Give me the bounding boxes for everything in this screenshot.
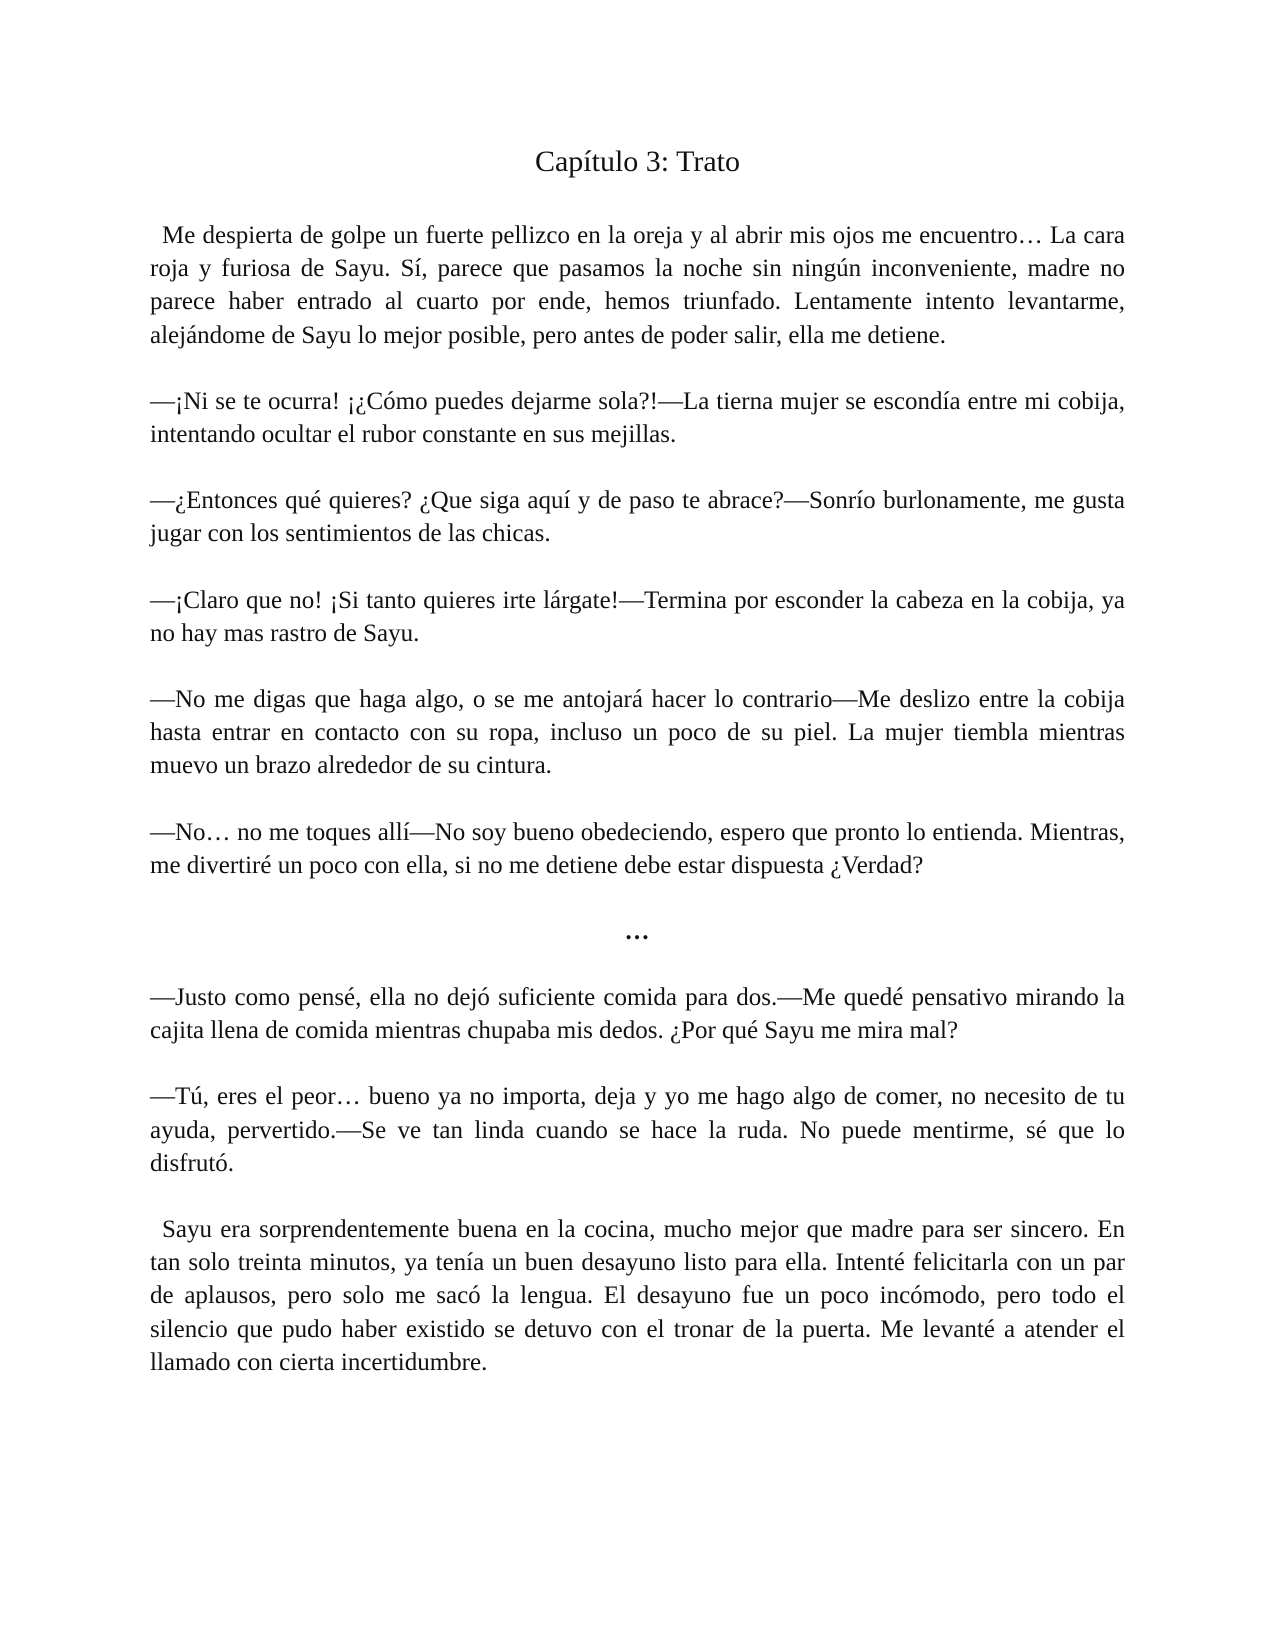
chapter-body [150, 219, 1125, 1412]
paragraph-6: —No… no me toques allí—No soy bueno obedeciendo, espero que pronto lo entienda. Mientras, me divertiré un poco con ella, si no me detiene debe estar dispuesta ¿Verdad? [150, 818, 1125, 879]
paragraph-5: —No me digas que haga algo, o se me antojará hacer lo contrario—Me deslizo entre la cobija hasta entrar en contacto con su ropa, incluso un poco de su piel. La mujer tiembla mientras muevo un brazo alrededor de su cintura. [150, 686, 1125, 780]
paragraph-9: Sayu era sorprendentemente buena en la cocina, mucho mejor que madre para ser sincero. En tan solo treinta minutos, ya tenía un buen desayuno listo para ella. Intenté felicitarla con un par de aplausos, pero solo me sacó la lengua. El desayuno fue un poco incómodo, pero todo el silencio que pudo haber existido se detuvo con el tronar de la puerta. Me levanté a atender el llamado con cierta incertidumbre. [150, 1216, 1125, 1376]
paragraph-3: —¿Entonces qué quieres? ¿Que siga aquí y de paso te abrace?—Sonrío burlonamente, me gusta jugar con los sentimientos de las chicas. [150, 487, 1125, 548]
paragraph-4: —¡Claro que no! ¡Si tanto quieres irte lárgate!—Termina por esconder la cabeza en la cobija, ya no hay mas rastro de Sayu. [150, 586, 1125, 647]
paragraph-8: —Tú, eres el peor… bueno ya no importa, deja y yo me hago algo de comer, no necesito de tu ayuda, pervertido.—Se ve tan linda cuando se hace la ruda. No puede mentirme, sé que lo disfrutó. [150, 1083, 1125, 1177]
paragraph-7: —Justo como pensé, ella no dejó suficiente comida para dos.—Me quedé pensativo mirando la cajita llena de comida mientras chupaba mis dedos. ¿Por qué Sayu me mira mal? [150, 984, 1125, 1045]
chapter-title: Capítulo 3: Trato [534, 145, 741, 178]
paragraph-1: Me despierta de golpe un fuerte pellizco en la oreja y al abrir mis ojos me encuentro… La cara roja y furiosa de Sayu. Sí, parece que pasamos la noche sin ningún inconveniente, madre no parece haber entrado al cuarto por ende, hemos triunfado. Lentamente intento levantarme, alejándome de Sayu lo mejor posible, pero antes de poder salir, ella me detiene. [150, 222, 1125, 349]
scene-separator: … [624, 918, 651, 946]
paragraph-2: —¡Ni se te ocurra! ¡¿Cómo puedes dejarme sola?!—La tierna mujer se escondía entre mi cobija, intentando ocultar el rubor constante en sus mejillas. [150, 387, 1125, 449]
